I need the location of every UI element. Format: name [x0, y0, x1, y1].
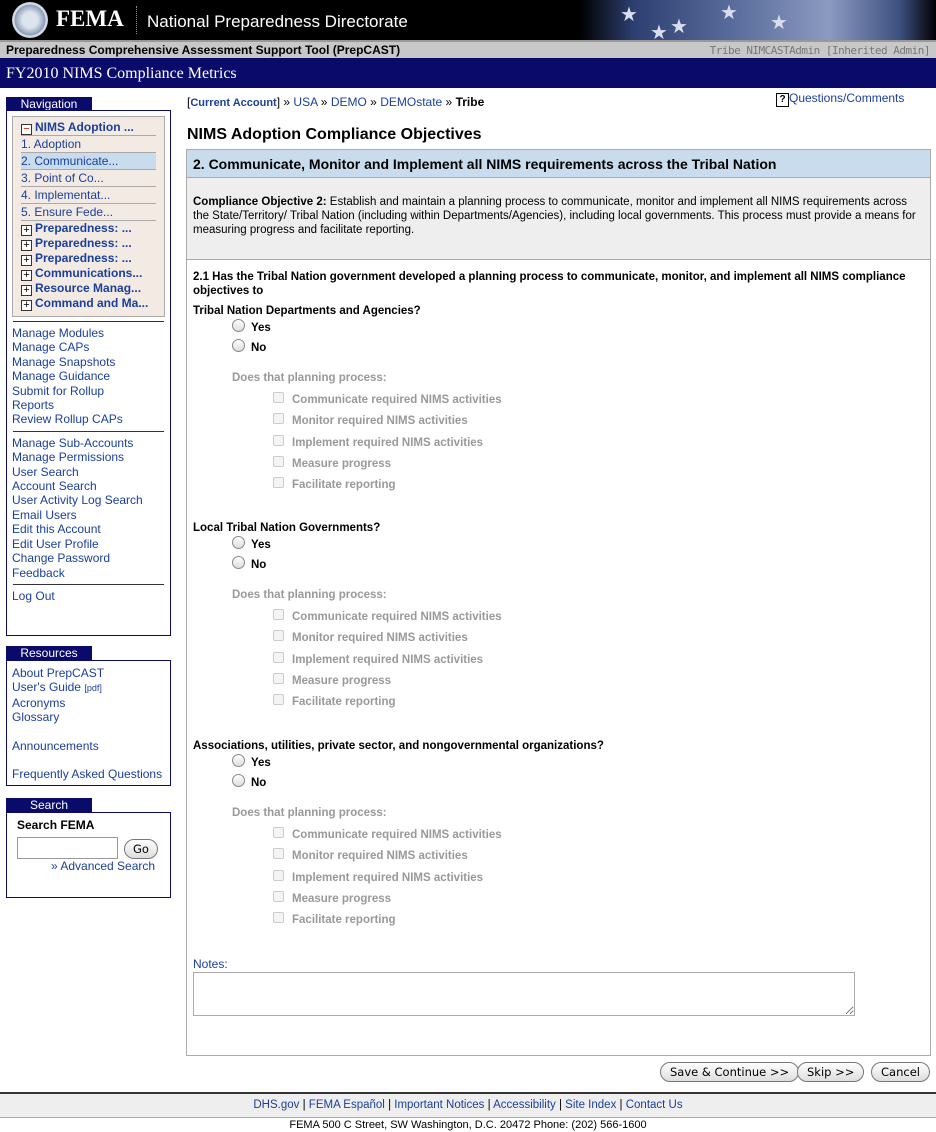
checkbox-icon[interactable] [273, 392, 284, 403]
checkbox-icon[interactable] [273, 827, 284, 838]
no-radio[interactable] [232, 774, 266, 789]
tree-item[interactable]: 1. Adoption [21, 136, 156, 153]
checkbox-label: Implement required NIMS activities [292, 436, 484, 449]
checkbox-option[interactable] [273, 435, 483, 449]
nav-link[interactable]: Feedback [12, 565, 65, 580]
tree-item[interactable]: 4. Implementat... [21, 187, 156, 204]
checkbox-icon[interactable] [273, 630, 284, 641]
checkbox-option[interactable] [273, 609, 502, 623]
about-link[interactable]: About PrepCAST [12, 666, 105, 680]
question-text: 2.1 Has the Tribal Nation government developed a planning process to communicate, monitor, and implement all NIMS compliance objectives to [193, 271, 906, 297]
tree-item[interactable]: 2. Communicate... [21, 153, 156, 170]
nav-link[interactable]: Edit User Profile [12, 536, 99, 551]
checkbox-option[interactable] [273, 456, 391, 470]
checkbox-label: Facilitate reporting [292, 914, 396, 927]
nav-link[interactable]: Manage CAPs [12, 340, 90, 355]
sub-question: Does that planning process: [232, 589, 387, 601]
faq-link[interactable]: Frequently Asked Questions [12, 767, 163, 782]
section-title: 2. Communicate, Monitor and Implement all NIMS requirements across the Tribal Nation [187, 150, 930, 178]
checkbox-icon[interactable] [273, 848, 284, 859]
footer-link[interactable]: DHS.gov [253, 1099, 300, 1111]
checkbox-label: Communicate required NIMS activities [292, 829, 502, 841]
crumb-usa[interactable]: USA [293, 95, 318, 109]
checkbox-option[interactable] [273, 848, 468, 862]
tree-collapsed-item[interactable] [21, 296, 156, 311]
objective-form [186, 149, 931, 1056]
yes-label: Yes [251, 757, 271, 769]
expand-icon[interactable]: + [21, 240, 32, 251]
checkbox-label: Measure progress [292, 457, 392, 470]
glossary-link[interactable]: Glossary [12, 710, 60, 725]
search-panel [6, 812, 171, 898]
page-title: NIMS Adoption Compliance Objectives [187, 126, 482, 143]
acronyms-link[interactable]: Acronyms [12, 695, 66, 710]
objective-description [187, 178, 930, 260]
users-guide-link[interactable]: User's Guide [12, 680, 81, 695]
radio-icon[interactable] [232, 774, 245, 787]
tree-root-label: NIMS Adoption ... [35, 120, 134, 134]
expand-icon[interactable]: + [21, 225, 32, 236]
site-header [0, 0, 936, 40]
yes-radio[interactable] [232, 319, 271, 334]
checkbox-label: Implement required NIMS activities [292, 871, 484, 884]
nav-link[interactable]: Review Rollup CAPs [12, 412, 123, 427]
yes-label: Yes [251, 539, 271, 551]
checkbox-option[interactable] [273, 912, 396, 926]
radio-icon[interactable] [232, 754, 245, 767]
go-button[interactable]: Go [124, 839, 158, 859]
radio-icon[interactable] [232, 556, 245, 569]
nav-link[interactable]: Email Users [12, 507, 77, 522]
checkbox-option[interactable] [273, 477, 396, 491]
no-radio[interactable] [232, 339, 266, 354]
tree-item[interactable]: 3. Point of Co... [21, 170, 156, 187]
checkbox-icon[interactable] [273, 456, 284, 467]
tree-root[interactable] [21, 119, 156, 136]
questions-comments-link[interactable]: Questions/Comments [789, 91, 905, 105]
tool-bar [0, 40, 936, 58]
checkbox-label: Measure progress [292, 674, 392, 687]
no-label: No [251, 777, 267, 789]
checkbox-option[interactable] [273, 694, 396, 708]
tool-title: Preparedness Comprehensive Assessment Support Tool (PrepCAST) [6, 43, 401, 57]
checkbox-icon[interactable] [273, 477, 284, 488]
crumb-demo[interactable]: DEMO [330, 95, 367, 109]
group-heading: Tribal Nation Departments and Agencies? [193, 305, 421, 317]
checkbox-icon[interactable] [273, 413, 284, 424]
notes-label: Notes: [193, 957, 228, 971]
logout-link[interactable]: Log Out [12, 588, 55, 603]
group-heading: Local Tribal Nation Governments? [193, 522, 381, 534]
checkbox-icon[interactable] [273, 891, 284, 902]
sub-question: Does that planning process: [232, 372, 387, 384]
checkbox-option[interactable] [273, 413, 468, 427]
tree-collapsed-item[interactable] [21, 221, 156, 236]
tree-collapsed-item[interactable] [21, 236, 156, 251]
footer-link[interactable]: Accessibility [493, 1099, 556, 1111]
checkbox-option[interactable] [273, 392, 502, 406]
directorate-title: National Preparedness Directorate [136, 6, 408, 34]
resources-heading: Resources [6, 646, 92, 660]
no-label: No [251, 342, 267, 354]
nav-link[interactable]: Account Search [12, 479, 97, 494]
tree-collapsed-item[interactable] [21, 281, 156, 296]
checkbox-label: Monitor required NIMS activities [292, 632, 468, 645]
footer-address: FEMA 500 C Street, SW Washington, D.C. 20472 Phone: (202) 566-1600 [289, 1119, 647, 1131]
tree-collapsed-item[interactable] [21, 251, 156, 266]
footer-link[interactable]: Contact Us [625, 1099, 683, 1111]
expand-icon[interactable]: + [21, 300, 32, 311]
checkbox-icon[interactable] [273, 870, 284, 881]
checkbox-label: Implement required NIMS activities [292, 653, 484, 666]
expand-icon[interactable]: + [21, 255, 32, 266]
breadcrumb: [Current Account] » USA » DEMO » DEMOstate » Tribe [187, 95, 485, 109]
footer-link[interactable]: Important Notices [394, 1099, 485, 1111]
tree-item-label: Command and Ma... [35, 296, 149, 310]
advanced-search-link[interactable]: » Advanced Search [51, 859, 156, 873]
no-radio[interactable] [232, 556, 266, 571]
nav-link[interactable]: User Search [12, 464, 79, 479]
yes-radio[interactable] [232, 536, 271, 551]
checkbox-icon[interactable] [273, 435, 284, 446]
collapse-icon[interactable]: − [21, 124, 32, 135]
tree-item-label: Preparedness: ... [35, 251, 132, 265]
checkbox-icon[interactable] [273, 609, 284, 620]
search-heading: Search [6, 798, 92, 812]
crumb-demostate[interactable]: DEMOstate [380, 95, 443, 109]
search-label: Search FEMA [17, 818, 95, 832]
checkbox-option[interactable] [273, 630, 468, 644]
radio-icon[interactable] [232, 319, 245, 332]
flag-banner-image: ★ ★ ★ ★ ★ [580, 0, 936, 40]
nav-tree [12, 116, 165, 317]
current-account-link[interactable]: Current Account [190, 97, 277, 109]
nav-link[interactable]: Change Password [12, 551, 111, 566]
objective-text: Establish and maintain a planning process to communicate, monitor and implement all NIMS requirements across the State/Territory/ Tribal Nation (including within Departments/Agencies), including local governments. This process must provide a means for measuring progress and facilitate reporting. [193, 196, 916, 236]
nav-link[interactable]: Manage Guidance [12, 369, 111, 384]
nav-link[interactable]: Reports [12, 398, 55, 413]
yes-label: Yes [251, 322, 271, 334]
footer-links: DHS.gov | FEMA Español | Important Notices | Accessibility | Site Index | Contact Us [0, 1092, 936, 1118]
checkbox-label: Facilitate reporting [292, 479, 396, 492]
tree-item-label: Preparedness: ... [35, 236, 132, 250]
nav-link[interactable]: Edit this Account [12, 522, 101, 537]
checkbox-icon[interactable] [273, 652, 284, 663]
checkbox-option[interactable] [273, 827, 502, 841]
nav-link[interactable]: Manage Modules [12, 326, 105, 340]
tree-item-label: Preparedness: ... [35, 221, 132, 235]
resources-panel [6, 660, 171, 786]
user-info: Tribe NIMCASTAdmin [Inherited Admin] [709, 44, 930, 57]
pdf-link[interactable]: [pdf] [84, 683, 102, 694]
nav-link[interactable]: Submit for Rollup [12, 383, 105, 398]
group-heading: Associations, utilities, private sector, and nongovernmental organizations? [193, 740, 604, 752]
checkbox-label: Facilitate reporting [292, 696, 396, 709]
dhs-seal-logo [12, 2, 48, 38]
checkbox-option[interactable] [273, 870, 483, 884]
checkbox-icon[interactable] [273, 694, 284, 705]
checkbox-icon[interactable] [273, 912, 284, 923]
objective-label: Compliance Objective 2: [193, 196, 327, 208]
save-continue-button[interactable]: Save & Continue >> [660, 1062, 799, 1082]
expand-icon[interactable]: + [21, 270, 32, 281]
checkbox-label: Communicate required NIMS activities [292, 394, 502, 406]
question-group [193, 740, 923, 940]
checkbox-label: Communicate required NIMS activities [292, 611, 502, 623]
cancel-button[interactable]: Cancel [871, 1062, 930, 1082]
crumb-current: Tribe [455, 95, 485, 109]
checkbox-label: Measure progress [292, 892, 392, 905]
app-title: FY2010 NIMS Compliance Metrics [0, 58, 936, 88]
checkbox-option[interactable] [273, 652, 483, 666]
announcements-link[interactable]: Announcements [12, 738, 99, 753]
tree-collapsed-item[interactable] [21, 266, 156, 281]
checkbox-option[interactable] [273, 891, 391, 905]
footer-link[interactable]: Site Index [565, 1099, 617, 1111]
notes-textarea[interactable] [193, 972, 855, 1016]
nav-heading: Navigation [6, 97, 92, 111]
nav-link[interactable]: Manage Sub-Accounts [12, 435, 134, 450]
checkbox-option[interactable] [273, 673, 391, 687]
tree-item-label: Communications... [35, 266, 143, 280]
question-group [193, 522, 923, 722]
yes-radio[interactable] [232, 754, 271, 769]
fema-logo[interactable]: FEMA [56, 6, 124, 31]
no-label: No [251, 559, 267, 571]
sub-question: Does that planning process: [232, 807, 387, 819]
question-group [193, 305, 923, 505]
navigation-panel [6, 110, 171, 636]
checkbox-label: Monitor required NIMS activities [292, 415, 468, 428]
nav-link[interactable]: User Activity Log Search [12, 493, 143, 508]
radio-icon[interactable] [232, 536, 245, 549]
checkbox-label: Monitor required NIMS activities [292, 850, 468, 863]
footer-link[interactable]: FEMA Español [308, 1099, 385, 1111]
checkbox-icon[interactable] [273, 673, 284, 684]
nav-link[interactable]: Manage Permissions [12, 450, 125, 465]
skip-button[interactable]: Skip >> [797, 1062, 864, 1082]
nav-link[interactable]: Manage Snapshots [12, 354, 116, 369]
search-input[interactable] [17, 837, 118, 859]
radio-icon[interactable] [232, 339, 245, 352]
tree-item[interactable]: 5. Ensure Fede... [21, 204, 156, 221]
tree-item-label: Resource Manag... [35, 281, 142, 295]
expand-icon[interactable]: + [21, 285, 32, 296]
help-icon[interactable]: ? [776, 93, 789, 107]
